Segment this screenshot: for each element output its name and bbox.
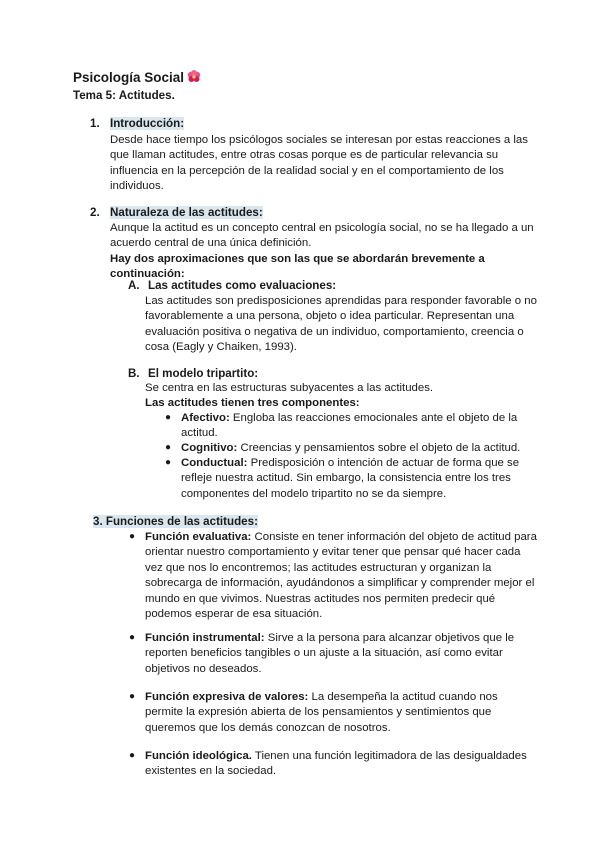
text-line: Predisposición o intención de actuar de forma que se	[247, 457, 520, 469]
text-line: Las actitudes son predisposiciones aprendidas para responder favorable o no	[145, 295, 537, 307]
item-label: Función ideológica.	[145, 750, 252, 762]
text-line-bold: Hay dos aproximaciones que son las que se abordarán brevemente a	[110, 252, 485, 265]
text-line: Consiste en tener información del objeto de actitud para	[251, 531, 537, 543]
text-line: individuos.	[110, 180, 164, 193]
subsection-a-title: Las actitudes como evaluaciones:	[148, 279, 337, 292]
text-line: permite la expresión abierta de los pensamientos y sentimientos que	[145, 706, 492, 719]
components-heading: Las actitudes tienen tres componentes:	[145, 397, 360, 410]
item-label: Función evaluativa:	[145, 531, 252, 543]
function-value-expressive	[145, 690, 498, 736]
subsection-b-title: El modelo tripartito:	[148, 367, 259, 380]
subsection-a-heading	[128, 279, 336, 292]
section-1-body	[110, 133, 528, 195]
bullet-icon: ●	[129, 632, 136, 643]
section-1-number: 1.	[90, 117, 100, 130]
text-line: componentes del modelo tripartito no se da siempre.	[181, 487, 447, 500]
bullet-icon: ●	[129, 750, 136, 761]
function-evaluative	[145, 530, 537, 622]
text-line: reporten beneficios tangibles o un ajuste a la situación, así como evitar	[145, 647, 503, 660]
component-affective	[181, 411, 517, 442]
text-line: La desempeña la actitud cuando nos	[308, 691, 498, 703]
text-line: Tienen una función legitimadora de las desigualdades	[251, 750, 527, 762]
text-line: Aunque la actitud es un concepto central en psicología social, no se ha llegado a un	[110, 222, 534, 234]
text-line: Creencias y pensamientos sobre el objeto de la actitud.	[237, 442, 521, 454]
component-behavioral	[181, 456, 519, 502]
text-line: cosa (Eagly y Chaiken, 1993).	[145, 341, 297, 354]
subsection-b-body	[145, 381, 433, 412]
text-line: sobrecarga de información, ayudándonos a simplificar y comprender mejor el	[145, 577, 535, 590]
document-subtitle: Tema 5: Actitudes.	[73, 89, 175, 102]
component-cognitive	[181, 441, 520, 456]
item-label: Conductual:	[181, 457, 248, 469]
section-1-heading	[90, 117, 184, 130]
text-line: refleje nuestra actitud. Sin embargo, la consistencia entre los tres	[181, 472, 511, 485]
text-line: existentes en la sociedad.	[145, 765, 277, 778]
item-label: Función instrumental:	[145, 632, 265, 644]
function-ideological	[145, 749, 527, 780]
section-2-intro	[110, 221, 534, 283]
title-text: Psicología Social	[73, 70, 185, 85]
bullet-icon: ●	[165, 457, 172, 468]
text-line: Engloba las reacciones emocionales ante el objeto de la	[229, 412, 518, 424]
text-line: que llaman actitudes, entre otras cosas porque es de particular relevancia su	[110, 149, 499, 162]
function-instrumental	[145, 631, 514, 677]
item-label: Afectivo:	[181, 412, 230, 424]
document-title	[73, 70, 202, 87]
flower-icon	[186, 70, 202, 87]
subsection-b-heading	[128, 367, 258, 380]
bullet-icon: ●	[165, 412, 172, 423]
section-2-number: 2.	[90, 206, 100, 219]
text-line: acuerdo central de una única definición.	[110, 237, 312, 250]
section-1-title: Introducción:	[110, 117, 185, 130]
section-2-title: Naturaleza de las actitudes:	[110, 206, 263, 219]
text-line: mundo en que vivimos. Nuestras actitudes nos permiten predecir qué	[145, 592, 496, 605]
section-3-heading	[93, 515, 258, 528]
item-label: Cognitivo:	[181, 442, 238, 454]
section-3-title: 3. Funciones de las actitudes:	[93, 515, 258, 528]
bullet-icon: ●	[129, 531, 136, 542]
text-line: actitud.	[181, 427, 218, 440]
text-line: objetivos no deseados.	[145, 662, 262, 675]
text-line: favorablemente a una persona, objeto o idea particular. Representan una	[145, 310, 515, 323]
subsection-a-letter: A.	[128, 279, 140, 292]
text-line: orientar nuestro comportamiento y evitar tener que pensar qué hacer cada	[145, 546, 521, 559]
bullet-icon: ●	[165, 442, 172, 453]
text-line: evaluación positiva o negativa de un individuo, comportamiento, creencia o	[145, 325, 524, 338]
text-line: vez que nos lo encontremos; las actitudes estructuran y organizan la	[145, 561, 492, 574]
text-line: influencia en la percepción de la realidad social y en el comportamiento de los	[110, 164, 504, 177]
subsection-a-body	[145, 294, 537, 356]
text-line: queremos que los demás conozcan de nosotros.	[145, 721, 391, 734]
text-line: Desde hace tiempo los psicólogos sociales se interesan por estas reacciones a las	[110, 134, 528, 146]
bullet-icon: ●	[129, 691, 136, 702]
text-line: Se centra en las estructuras subyacentes a las actitudes.	[145, 382, 434, 394]
text-line: Sirve a la persona para alcanzar objetivos que le	[264, 632, 515, 644]
subsection-b-letter: B.	[128, 367, 140, 380]
item-label: Función expresiva de valores:	[145, 691, 309, 703]
section-2-heading	[90, 206, 263, 219]
text-line-bold: continuación:	[110, 268, 185, 281]
text-line: podemos esperar de esa situación.	[145, 608, 323, 621]
